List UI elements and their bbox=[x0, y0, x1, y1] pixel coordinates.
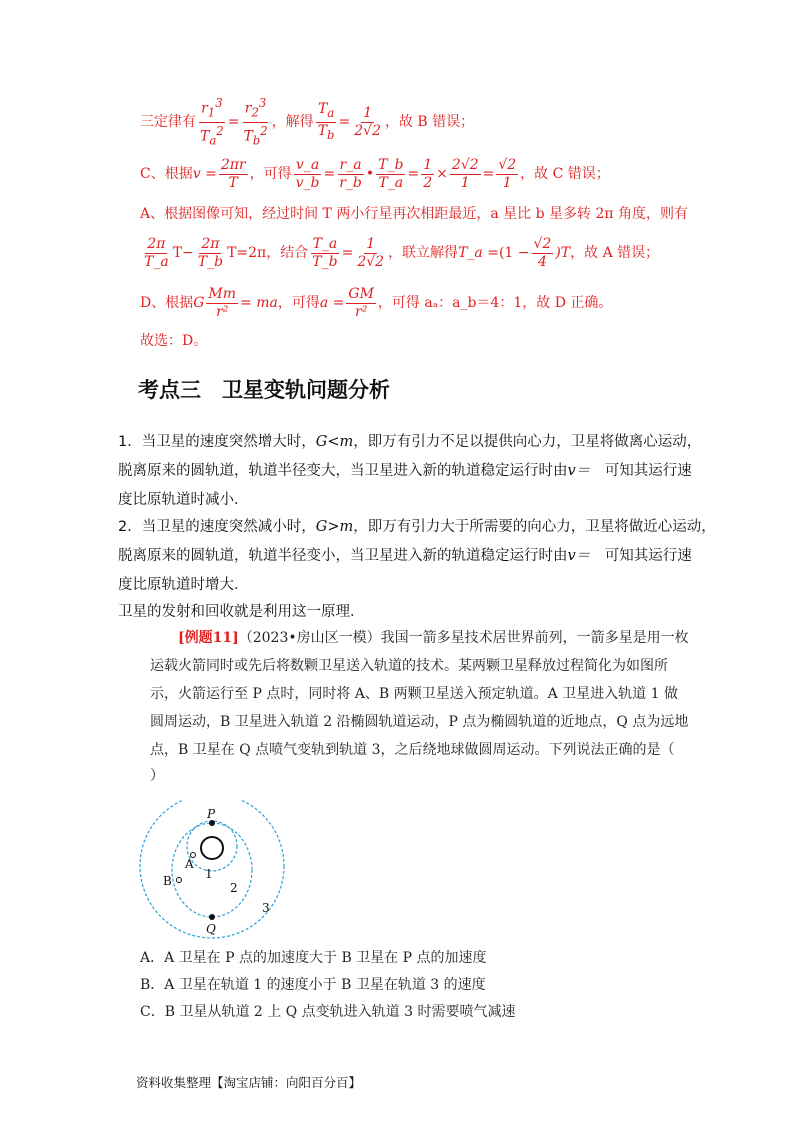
solution-answer: 故选：D。 bbox=[140, 333, 208, 349]
period-ratio-2: $\frac{T\_a}{T\_b}$ bbox=[312, 235, 338, 270]
angular-speed-a: $\frac{2\pi}{T\_a}$ bbox=[144, 235, 169, 270]
page-footer: 资料收集整理【淘宝店铺：向阳百分百】 bbox=[136, 1075, 362, 1090]
section-title: 考点三 卫星变轨问题分析 bbox=[138, 378, 390, 402]
label-orbit-3: 3 bbox=[262, 901, 270, 915]
gravity-fraction: $\frac{Mm}{\text{r²}}$ bbox=[208, 285, 237, 320]
example-line-1: [例题11]（2023•房山区一模）我国一箭多星技术居世界前列，一箭多星是用一枚 bbox=[178, 630, 689, 646]
label-orbit-2: 2 bbox=[230, 881, 238, 895]
fraction-half: $\frac{1}{2}$ bbox=[423, 156, 433, 191]
period-ratio: $\frac{T_a}{T_b}$ bbox=[317, 100, 335, 142]
inverse-period-ratio: $\frac{T\_b}{T\_a}$ bbox=[378, 156, 404, 191]
acceleration-fraction: $\frac{GM}{\text{r²}}$ bbox=[348, 285, 374, 320]
section-p3: 卫星的发射和回收就是利用这一原理． bbox=[118, 604, 365, 620]
label-q: Q bbox=[206, 922, 216, 936]
solution-line-5: D、根据 G $\frac{Mm}{\text{r²}}$ = ma ，可得 a = $\frac{GM}{\text{r²}}$ ，可得 aₐ：a_b＝4：1，故 D 正确。 bbox=[140, 285, 613, 320]
point-q bbox=[209, 914, 215, 920]
period-ratio-result: $\frac{1}{2√2}$ bbox=[354, 104, 381, 139]
period-ratio-2-result: $\frac{1}{2√2}$ bbox=[357, 235, 385, 270]
root2-over-4: $\frac{√2}{4}$ bbox=[533, 235, 552, 270]
fraction-root2: $\frac{√2}{1}$ bbox=[498, 156, 517, 191]
section-p2-line1: 2．当卫星的速度突然减小时，G>m，即万有引力大于所需要的向心力，卫星将做近心运动， bbox=[118, 519, 716, 535]
solution-line-4: $\frac{2\pi}{T\_a}$ T− $\frac{2\pi}{T\_b}$ T=2π，结合 $\frac{T\_a}{T\_b}$ = $\frac{1}{2√2}$ ，联立解得 T_a = (1 − $\frac{√2}{4}$ )T ，故 A 错误； bbox=[144, 235, 660, 270]
section-p1-line2: 脱离原来的圆轨道，轨道半径变大，当卫星进入新的轨道稳定运行时由v＝ 可知其运行速 bbox=[118, 463, 692, 479]
option-b: B．A 卫星在轨道 1 的速度小于 B 卫星在轨道 3 的速度 bbox=[140, 977, 486, 993]
label-p: P bbox=[207, 807, 216, 821]
option-c: C．B 卫星从轨道 2 上 Q 点变轨进入轨道 3 时需要喷气减速 bbox=[140, 1004, 516, 1020]
section-p1-line1: 1．当卫星的速度突然增大时，G<m，即万有引力不足以提供向心力，卫星将做离心运动， bbox=[118, 434, 702, 450]
example-line-5: 点，B 卫星在 Q 点喷气变轨到轨道 3，之后绕地球做圆周运动。下列说法正确的是（ bbox=[150, 742, 675, 758]
example-line-6: ） bbox=[150, 768, 164, 784]
angular-speed-b: $\frac{2\pi}{T\_b}$ bbox=[197, 235, 224, 270]
solution-line-3: A、根据图像可知，经过时间 T 两小行星再次相距最近，a 星比 b 星多转 2π 角度，则有 bbox=[140, 206, 689, 222]
velocity-formula: $\frac{2\pi r}{T}$ bbox=[220, 156, 246, 191]
solution-line-1: 三定律有 $\frac{r_1^3}{T_a^2}$ = $\frac{r_2^3}{T_b^2}$ ，解得 $\frac{T_a}{T_b}$ = $\frac{1}{2√2}$ ，故 B 错误； bbox=[140, 96, 475, 147]
example-line-3: 示，火箭运行至 P 点时，同时将 A、B 两颗卫星送入预定轨道。A 卫星进入轨道 1 做 bbox=[150, 686, 678, 702]
kepler-fraction-left: $\frac{r_1^3}{T_a^2}$ bbox=[200, 96, 224, 147]
option-a: A．A 卫星在 P 点的加速度大于 B 卫星在 P 点的加速度 bbox=[140, 950, 487, 966]
orbit-diagram bbox=[135, 800, 295, 940]
example-label: [例题11] bbox=[178, 630, 239, 646]
example-line-2: 运载火箭同时或先后将数颗卫星送入轨道的技术。某两颗卫星释放过程简化为如图所 bbox=[150, 658, 668, 674]
fraction-2root2: $\frac{2√2}{1}$ bbox=[451, 156, 479, 191]
solution-line-2: C、根据 v = $\frac{2\pi r}{T}$ ，可得 $\frac{v\_a}{v\_b}$ = $\frac{r\_a}{r\_b}$ • $\frac{T\_b}{T\_a}$ = $\frac{1}{2}$ × $\frac{2√2}{1}$ = $\frac{√2}{1}$ ，故 C 错误； bbox=[140, 156, 610, 191]
radius-ratio: $\frac{r\_a}{r\_b}$ bbox=[339, 156, 362, 191]
label-a: A bbox=[185, 857, 194, 871]
velocity-ratio: $\frac{v\_a}{v\_b}$ bbox=[295, 156, 320, 191]
earth bbox=[201, 837, 223, 859]
section-p2-line2: 脱离原来的圆轨道，轨道半径变小，当卫星进入新的轨道稳定运行时由v＝ 可知其运行速 bbox=[118, 548, 692, 564]
section-p1-line3: 度比原轨道时减小． bbox=[118, 492, 249, 508]
kepler-fraction-right: $\frac{r_2^3}{T_b^2}$ bbox=[243, 96, 268, 147]
example-line-4: 圆周运动，B 卫星进入轨道 2 沿椭圆轨道运动，P 点为椭圆轨道的近地点，Q 点为远地 bbox=[150, 714, 689, 730]
section-p2-line3: 度比原轨道时增大． bbox=[118, 577, 249, 593]
orbit-1 bbox=[187, 821, 237, 871]
satellite-b bbox=[177, 878, 182, 883]
label-orbit-1: 1 bbox=[205, 867, 213, 881]
label-b: B bbox=[163, 874, 172, 888]
